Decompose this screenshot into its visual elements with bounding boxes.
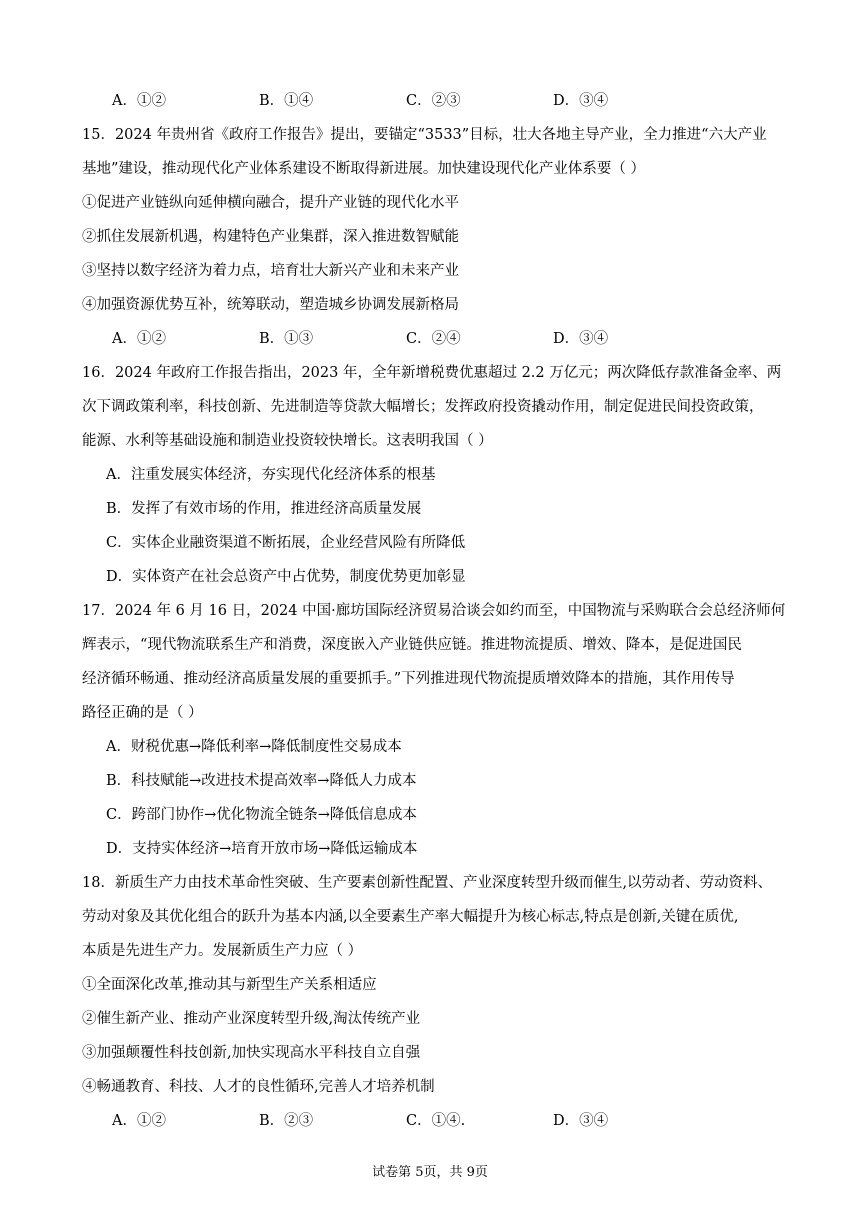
q16-option-b: B．发挥了有效市场的作用，推进经济高质量发展 <box>106 501 422 517</box>
q18-stem-line: 劳动对象及其优化组合的跃升为基本内涵,以全要素生产率大幅提升为核心标志,特点是创新,关键在质优, <box>82 909 739 925</box>
q16-stem-line: 能源、水利等基础设施和制造业投资较快增长。这表明我国（ ） <box>82 433 493 449</box>
q17-option-b: B．科技赋能→改进技术提高效率→降低人力成本 <box>106 773 417 789</box>
q14-options <box>82 84 782 118</box>
q14-option-b: B．①④ <box>259 93 314 109</box>
q18-statement-2: ②催生新产业、推动产业深度转型升级,淘汰传统产业 <box>82 1011 421 1027</box>
q18-stem-line: 18．新质生产力由技术革命性突破、生产要素创新性配置、产业深度转型升级而催生,以劳动者、劳动资料、 <box>82 875 773 891</box>
q18-stem-line: 本质是先进生产力。发展新质生产力应（ ） <box>82 943 363 959</box>
q14-option-a: A．①② <box>112 93 166 109</box>
q16-option-c: C．实体企业融资渠道不断拓展，企业经营风险有所降低 <box>106 535 466 551</box>
q15-option-a: A．①② <box>112 331 166 347</box>
q18-statement-4: ④畅通教育、科技、人才的良性循环,完善人才培养机制 <box>82 1079 435 1095</box>
q15-stem-line: 15．2024 年贵州省《政府工作报告》提出，要锚定“3533”目标，壮大各地主导产业，全力推进“六大产业 <box>82 127 767 143</box>
q15-statement-3: ③坚持以数字经济为着力点，培育壮大新兴产业和未来产业 <box>82 263 459 279</box>
q17-stem-line: 经济循环畅通、推动经济高质量发展的重要抓手。”下列推进现代物流提质增效降本的措施，其作用传导 <box>82 671 735 687</box>
q15-statement-4: ④加强资源优势互补，统筹联动，塑造城乡协调发展新格局 <box>82 297 459 313</box>
exam-page <box>82 84 786 1138</box>
q18-option-d: D．③④ <box>553 1113 609 1129</box>
q17-option-d: D．支持实体经济→培育开放市场→降低运输成本 <box>106 841 418 857</box>
q15-option-d: D．③④ <box>553 331 609 347</box>
q18-options <box>82 1104 782 1138</box>
q15-option-c: C．②④ <box>406 331 461 347</box>
q17-stem-line: 17．2024 年 6 月 16 日，2024 中国·廊坊国际经济贸易洽谈会如约而至，中国物流与采购联合会总经济师何 <box>82 603 786 619</box>
q18-option-a: A．①② <box>112 1113 166 1129</box>
q16-stem-line: 16．2024 年政府工作报告指出，2023 年，全年新增税费优惠超过 2.2 万亿元；两次降低存款准备金率、两 <box>82 365 782 381</box>
q18-statement-3: ③加强颠覆性科技创新,加快实现高水平科技自立自强 <box>82 1045 421 1061</box>
q15-statement-2: ②抓住发展新机遇，构建特色产业集群，深入推进数智赋能 <box>82 229 459 245</box>
q16-option-a: A．注重发展实体经济，夯实现代化经济体系的根基 <box>106 467 436 483</box>
q15-option-b: B．①③ <box>259 331 314 347</box>
q17-stem-line: 路径正确的是（ ） <box>82 705 203 721</box>
q14-option-c: C．②③ <box>406 93 461 109</box>
page-footer: 试卷第 5页，共 9页 <box>372 1165 488 1180</box>
q16-stem-line: 次下调政策利率，科技创新、先进制造等贷款大幅增长；发挥政府投资撬动作用，制定促进民间投资政策， <box>82 399 764 415</box>
q18-option-c: C．①④. <box>406 1113 466 1129</box>
q17-stem-line: 辉表示，“现代物流联系生产和消费，深度嵌入产业链供应链。推进物流提质、增效、降本，是促进国民 <box>82 637 742 653</box>
q18-statement-1: ①全面深化改革,推动其与新型生产关系相适应 <box>82 977 377 993</box>
q17-option-a: A．财税优惠→降低利率→降低制度性交易成本 <box>106 739 402 755</box>
q14-option-d: D．③④ <box>553 93 609 109</box>
q15-stem-line: 基地”建设，推动现代化产业体系建设不断取得新进展。加快建设现代化产业体系要（ ） <box>82 161 646 177</box>
q18-option-b: B．②③ <box>259 1113 314 1129</box>
q17-option-c: C．跨部门协作→优化物流全链条→降低信息成本 <box>106 807 417 823</box>
q15-statement-1: ①促进产业链纵向延伸横向融合，提升产业链的现代化水平 <box>82 195 459 211</box>
q15-options <box>82 322 782 356</box>
q16-option-d: D．实体资产在社会总资产中占优势，制度优势更加彰显 <box>106 569 466 585</box>
